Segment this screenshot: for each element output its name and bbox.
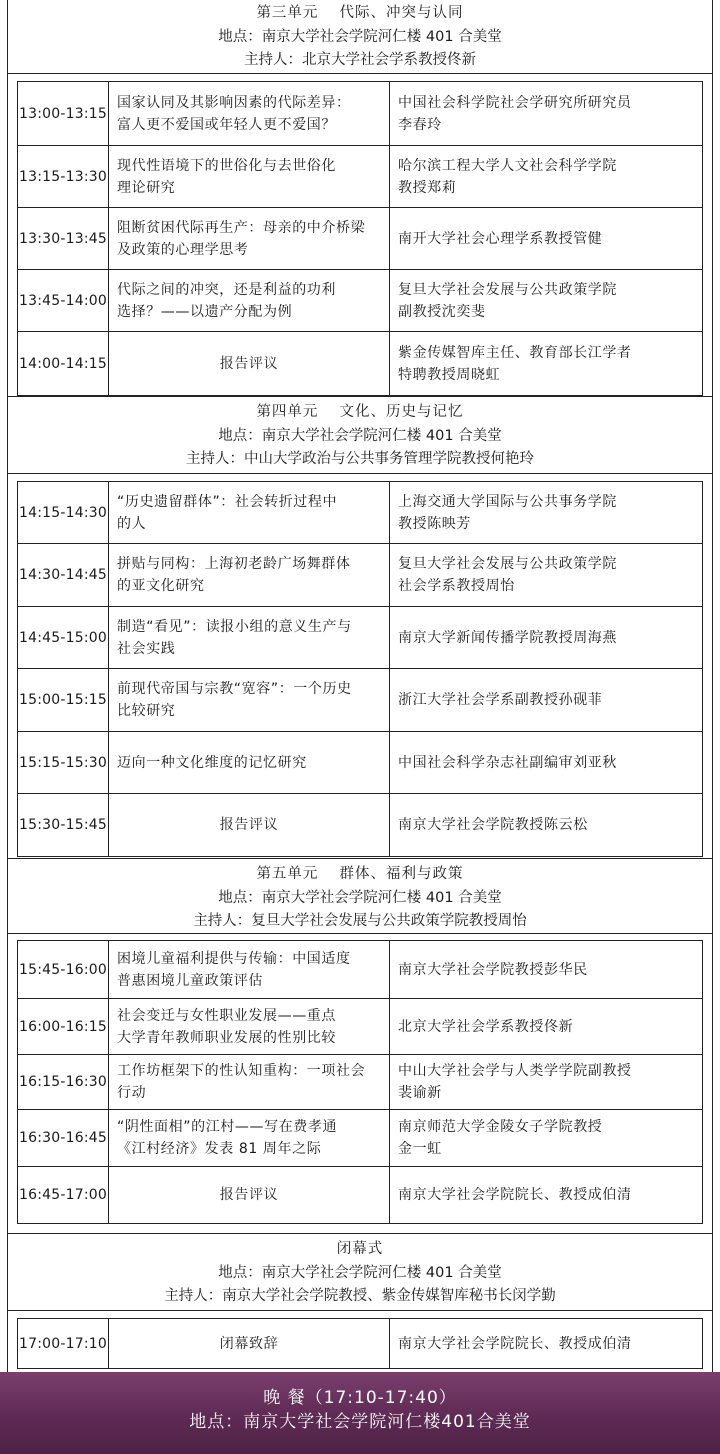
session-speaker-line: 复旦大学社会发展与公共政策学院: [398, 281, 617, 298]
session-time: 15:00-15:15: [18, 669, 109, 732]
session-topic-line: 富人更不爱国或年轻人更不爱国？: [117, 116, 336, 133]
session-topic-line: 社会实践: [117, 640, 176, 657]
session-speaker: [390, 1319, 703, 1369]
session-speaker-line: 南开大学社会心理学系教授管健: [398, 230, 603, 247]
session-speaker-line: 中山大学社会学与人类学学院副教授: [398, 1063, 632, 1079]
session-row: [18, 270, 703, 332]
session-topic-line: “历史遗留群体”：社会转折过程中: [117, 493, 338, 510]
session-row: [18, 82, 703, 146]
session-topic-line: 代际之间的冲突，还是利益的功利: [117, 281, 336, 298]
session-row: [18, 332, 703, 396]
session-speaker-line: 南京大学社会学院教授彭华民: [398, 961, 588, 978]
session-topic-line: 大学青年教师职业发展的性别比较: [117, 1029, 336, 1046]
session-time: 14:15-14:30: [18, 482, 109, 544]
session-time: 17:00-17:10: [18, 1319, 109, 1369]
session-time: 16:15-16:30: [18, 1055, 109, 1110]
session-topic-line: 的人: [117, 515, 147, 532]
session-topic-line: 报告评议: [219, 355, 279, 372]
session-speaker-line: 裴谕新: [398, 1085, 442, 1101]
session-speaker: [390, 1055, 703, 1110]
session-time: 16:30-16:45: [18, 1110, 109, 1167]
unit-venue: 地点：南京大学社会学院河仁楼 401 合美堂: [218, 28, 502, 45]
session-topic: [109, 1055, 390, 1110]
session-topic-line: 困境儿童福利提供与传输：中国适度: [117, 950, 351, 967]
closing-title: 闭幕式: [336, 1241, 384, 1257]
session-speaker-line: 特聘教授周晓虹: [398, 366, 501, 383]
session-topic-line: 理论研究: [117, 179, 176, 196]
session-speaker: [390, 941, 703, 999]
session-topic-line: 现代性语境下的世俗化与去世俗化: [117, 157, 336, 174]
session-topic-line: 《江村经济》发表 81 周年之际: [117, 1141, 322, 1157]
session-topic-line: 比较研究: [117, 703, 176, 719]
dinner-banner: [0, 1372, 720, 1454]
session-speaker-line: 哈尔滨工程大学人文社会科学学院: [398, 157, 617, 174]
session-row: [18, 669, 703, 732]
session-speaker: [390, 332, 703, 396]
session-topic: [109, 1167, 390, 1224]
session-time: 14:45-15:00: [18, 607, 109, 669]
session-speaker: [390, 208, 703, 270]
session-topic: [109, 732, 390, 794]
session-topic: [109, 208, 390, 270]
session-time: 13:00-13:15: [18, 82, 109, 146]
schedule-table: [17, 940, 703, 1224]
session-speaker-line: 社会学系教授周怡: [398, 578, 515, 594]
session-topic-line: 的亚文化研究: [117, 578, 205, 594]
session-topic: [109, 794, 390, 857]
session-row: [18, 607, 703, 669]
session-speaker-line: 副教授沈奕斐: [398, 303, 486, 320]
session-speaker-line: 金一虹: [398, 1141, 442, 1157]
session-speaker: [390, 732, 703, 794]
session-row: [18, 732, 703, 794]
session-speaker-line: 北京大学社会学系教授佟新: [398, 1018, 574, 1035]
session-row: [18, 544, 703, 607]
session-topic-line: 社会变迁与女性职业发展——重点: [117, 1007, 336, 1024]
schedule-table: [17, 81, 703, 396]
unit-header: [7, 396, 713, 474]
session-speaker-line: 南京大学社会学院院长、教授成伯清: [398, 1187, 632, 1203]
session-topic-line: 工作坊框架下的性认知重构：一项社会: [117, 1063, 366, 1079]
unit-venue: 地点：南京大学社会学院河仁楼 401 合美堂: [218, 427, 502, 444]
unit-header: [7, 2, 713, 74]
session-time: 16:00-16:15: [18, 999, 109, 1055]
session-speaker-line: 李春玲: [398, 116, 442, 133]
closing-venue: 地点：南京大学社会学院河仁楼 401 合美堂: [218, 1264, 502, 1281]
session-row: [18, 941, 703, 999]
schedule-table: [17, 1318, 703, 1369]
session-topic-line: 行动: [117, 1085, 147, 1101]
session-topic: [109, 270, 390, 332]
closing-header: [7, 1233, 713, 1311]
session-speaker-line: 上海交通大学国际与公共事务学院: [398, 493, 617, 510]
unit-title: 第五单元 群体、福利与政策: [256, 866, 464, 882]
session-row: [18, 1055, 703, 1110]
unit-title: 第三单元 代际、冲突与认同: [256, 5, 464, 21]
session-topic-line: 选择？——以遗产分配为例: [117, 303, 293, 320]
session-topic: [109, 332, 390, 396]
session-speaker-line: 复旦大学社会发展与公共政策学院: [398, 556, 617, 572]
unit-host: 主持人：复旦大学社会发展与公共政策学院教授周怡: [193, 913, 527, 929]
session-speaker: [390, 607, 703, 669]
session-row: [18, 999, 703, 1055]
session-speaker-line: 浙江大学社会学系副教授孙砚菲: [398, 692, 603, 708]
session-speaker: [390, 544, 703, 607]
session-row: [18, 794, 703, 857]
session-row: [18, 1110, 703, 1167]
session-speaker: [390, 669, 703, 732]
session-topic-line: 及政策的心理学思考: [117, 241, 249, 258]
session-topic: [109, 669, 390, 732]
session-topic-line: 报告评议: [219, 1187, 279, 1203]
session-time: 13:45-14:00: [18, 270, 109, 332]
session-topic-line: 拼贴与同构：上海初老龄广场舞群体: [117, 556, 351, 572]
session-speaker: [390, 999, 703, 1055]
session-time: 13:15-13:30: [18, 146, 109, 208]
session-speaker-line: 中国社会科学院社会学研究所研究员: [398, 94, 632, 111]
unit-title: 第四单元 文化、历史与记忆: [256, 404, 464, 420]
session-speaker: [390, 146, 703, 208]
dinner-venue: 地点：南京大学社会学院河仁楼401合美堂: [189, 1412, 531, 1432]
unit-host: 主持人：北京大学社会学系教授佟新: [244, 52, 476, 68]
session-topic: [109, 82, 390, 146]
session-topic-line: 制造“看见”：读报小组的意义生产与: [117, 618, 352, 635]
session-topic: [109, 607, 390, 669]
dinner-title: 晚 餐（17:10-17:40）: [263, 1388, 457, 1408]
session-speaker: [390, 794, 703, 857]
session-topic: [109, 1110, 390, 1167]
unit-venue: 地点：南京大学社会学院河仁楼 401 合美堂: [218, 889, 502, 906]
session-topic-line: “阴性面相”的江村——写在费孝通: [117, 1119, 338, 1135]
session-topic-line: 阻断贫困代际再生产：母亲的中介桥梁: [117, 219, 366, 236]
session-speaker-line: 教授郑莉: [398, 179, 457, 196]
session-row: [18, 1319, 703, 1369]
session-topic: [109, 482, 390, 544]
session-speaker: [390, 82, 703, 146]
session-row: [18, 146, 703, 208]
session-speaker: [390, 270, 703, 332]
session-time: 16:45-17:00: [18, 1167, 109, 1224]
session-time: 15:15-15:30: [18, 732, 109, 794]
session-time: 15:30-15:45: [18, 794, 109, 857]
schedule-table: [17, 481, 703, 857]
session-topic-line: 前现代帝国与宗教“宽容”：一个历史: [117, 681, 352, 697]
session-speaker-line: 紫金传媒智库主任、教育部长江学者: [398, 344, 632, 361]
session-speaker-line: 南京大学社会学院教授陈云松: [398, 817, 588, 833]
session-topic-line: 报告评议: [219, 817, 279, 833]
session-topic-line: 迈向一种文化维度的记忆研究: [117, 754, 307, 771]
session-time: 14:30-14:45: [18, 544, 109, 607]
session-topic: [109, 941, 390, 999]
unit-header: [7, 858, 713, 934]
session-speaker-line: 南京大学新闻传播学院教授周海燕: [398, 629, 617, 646]
session-speaker: [390, 482, 703, 544]
session-speaker-line: 中国社会科学杂志社副编审刘亚秋: [398, 754, 617, 771]
unit-host: 主持人：中山大学政治与公共事务管理学院教授何艳玲: [186, 451, 534, 467]
session-speaker-line: 南京师范大学金陵女子学院教授: [398, 1119, 603, 1135]
session-speaker-line: 教授陈映芳: [398, 515, 471, 532]
session-topic: [109, 146, 390, 208]
session-topic-line: 国家认同及其影响因素的代际差异：: [117, 94, 351, 111]
session-row: [18, 482, 703, 544]
session-row: [18, 208, 703, 270]
session-topic: [109, 999, 390, 1055]
session-time: 13:30-13:45: [18, 208, 109, 270]
session-topic-line: 闭幕致辞: [219, 1335, 279, 1352]
session-time: 14:00-14:15: [18, 332, 109, 396]
session-row: [18, 1167, 703, 1224]
session-topic-line: 普惠困境儿童政策评估: [117, 972, 263, 989]
session-speaker-line: 南京大学社会学院院长、教授成伯清: [398, 1335, 632, 1352]
closing-host: 主持人：南京大学社会学院教授、紫金传媒智库秘书长闵学勤: [164, 1288, 556, 1304]
session-speaker: [390, 1167, 703, 1224]
session-topic: [109, 544, 390, 607]
session-topic: [109, 1319, 390, 1369]
session-time: 15:45-16:00: [18, 941, 109, 999]
session-speaker: [390, 1110, 703, 1167]
